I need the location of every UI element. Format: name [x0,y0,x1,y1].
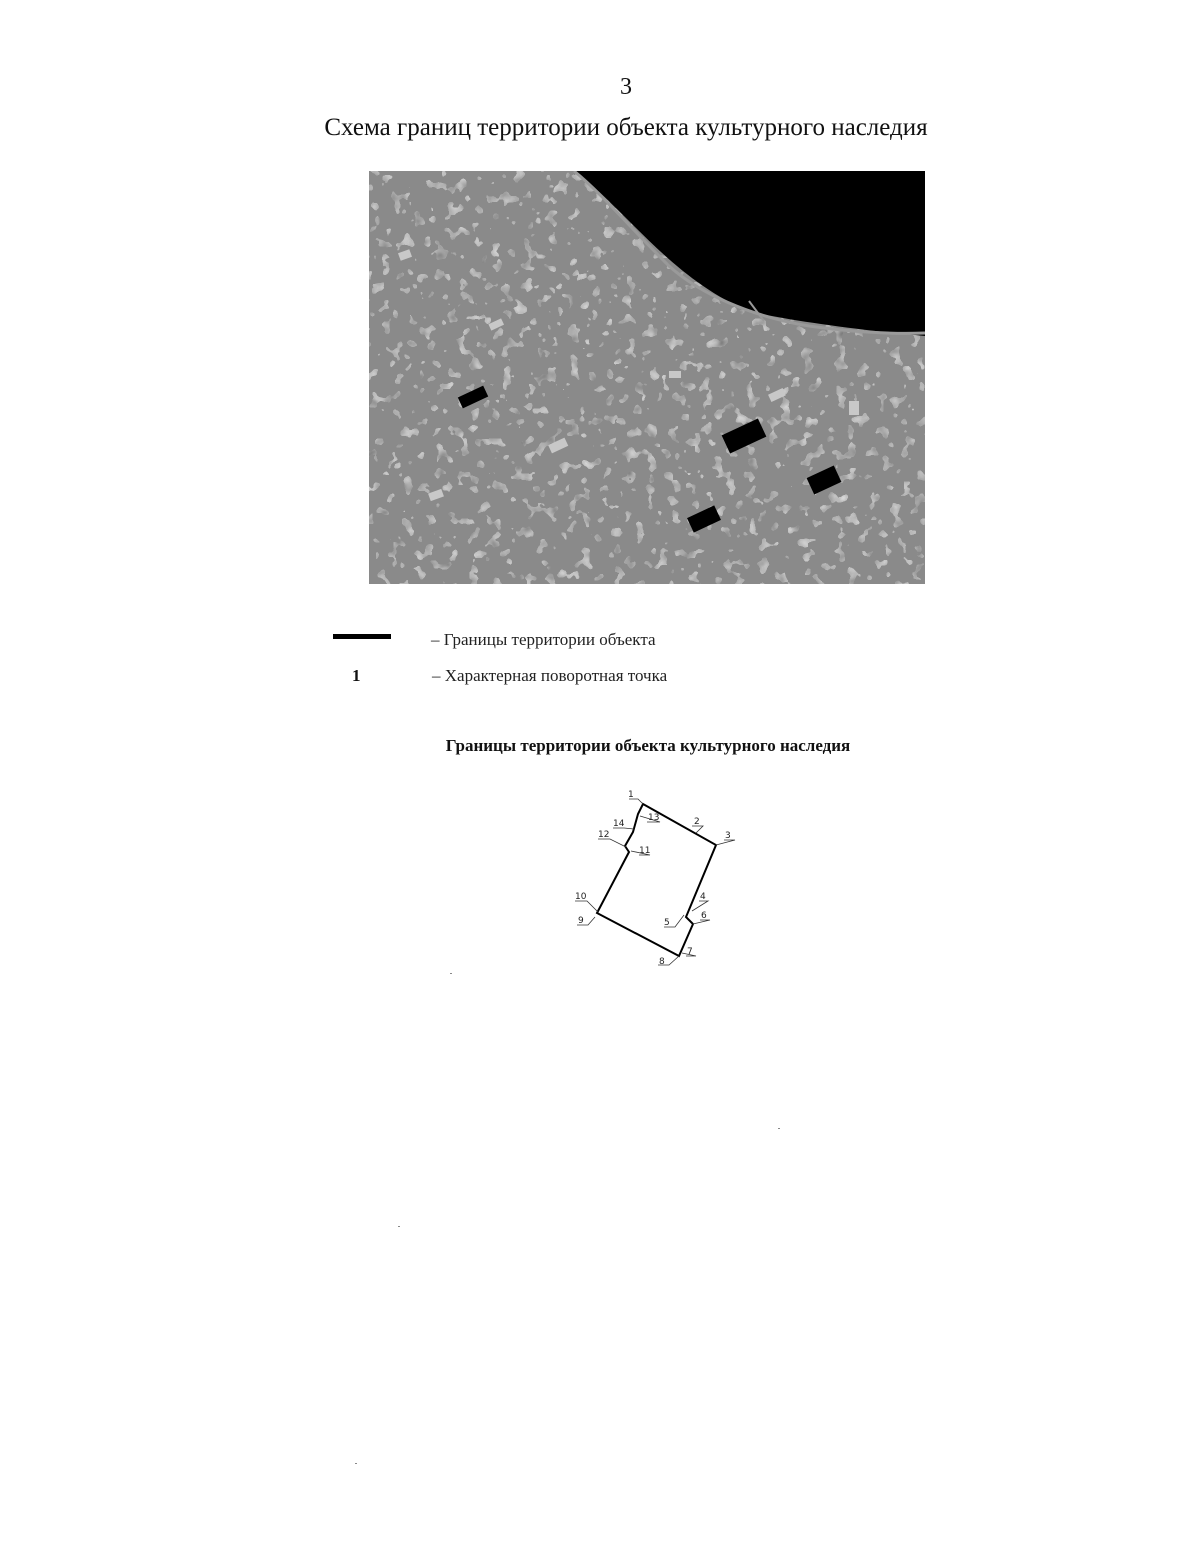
scan-speck [355,1463,357,1464]
legend-point-label: – Характерная поворотная точка [432,666,668,685]
point-label-3: 3 [725,831,731,841]
point-label-1: 1 [628,790,634,800]
point-label-8: 8 [659,957,665,967]
point-label-2: 2 [694,817,700,827]
point-labels [575,790,731,967]
legend-point-symbol: 1 [352,666,361,685]
leader-lines [575,799,735,965]
point-label-9: 9 [578,916,584,926]
point-label-12: 12 [598,830,610,840]
point-label-6: 6 [701,911,707,921]
scan-speck [398,1226,400,1227]
legend-boundary-line [333,634,391,639]
scan-speck [450,973,452,974]
point-label-5: 5 [664,918,670,928]
point-label-7: 7 [687,947,693,957]
point-label-14: 14 [613,819,625,829]
point-label-4: 4 [700,892,706,902]
page-number: 3 [620,74,632,100]
point-label-11: 11 [639,846,651,856]
page-title: Схема границ территории объекта культурного наследия [324,114,928,141]
point-label-13: 13 [648,813,660,823]
satellite-map-image [369,171,925,584]
boundary-plan-diagram [560,780,760,980]
plan-title: Границы территории объекта культурного наследия [445,736,851,755]
point-label-10: 10 [575,892,587,902]
legend-boundary-label: – Границы территории объекта [431,630,656,649]
scan-speck [778,1128,780,1129]
